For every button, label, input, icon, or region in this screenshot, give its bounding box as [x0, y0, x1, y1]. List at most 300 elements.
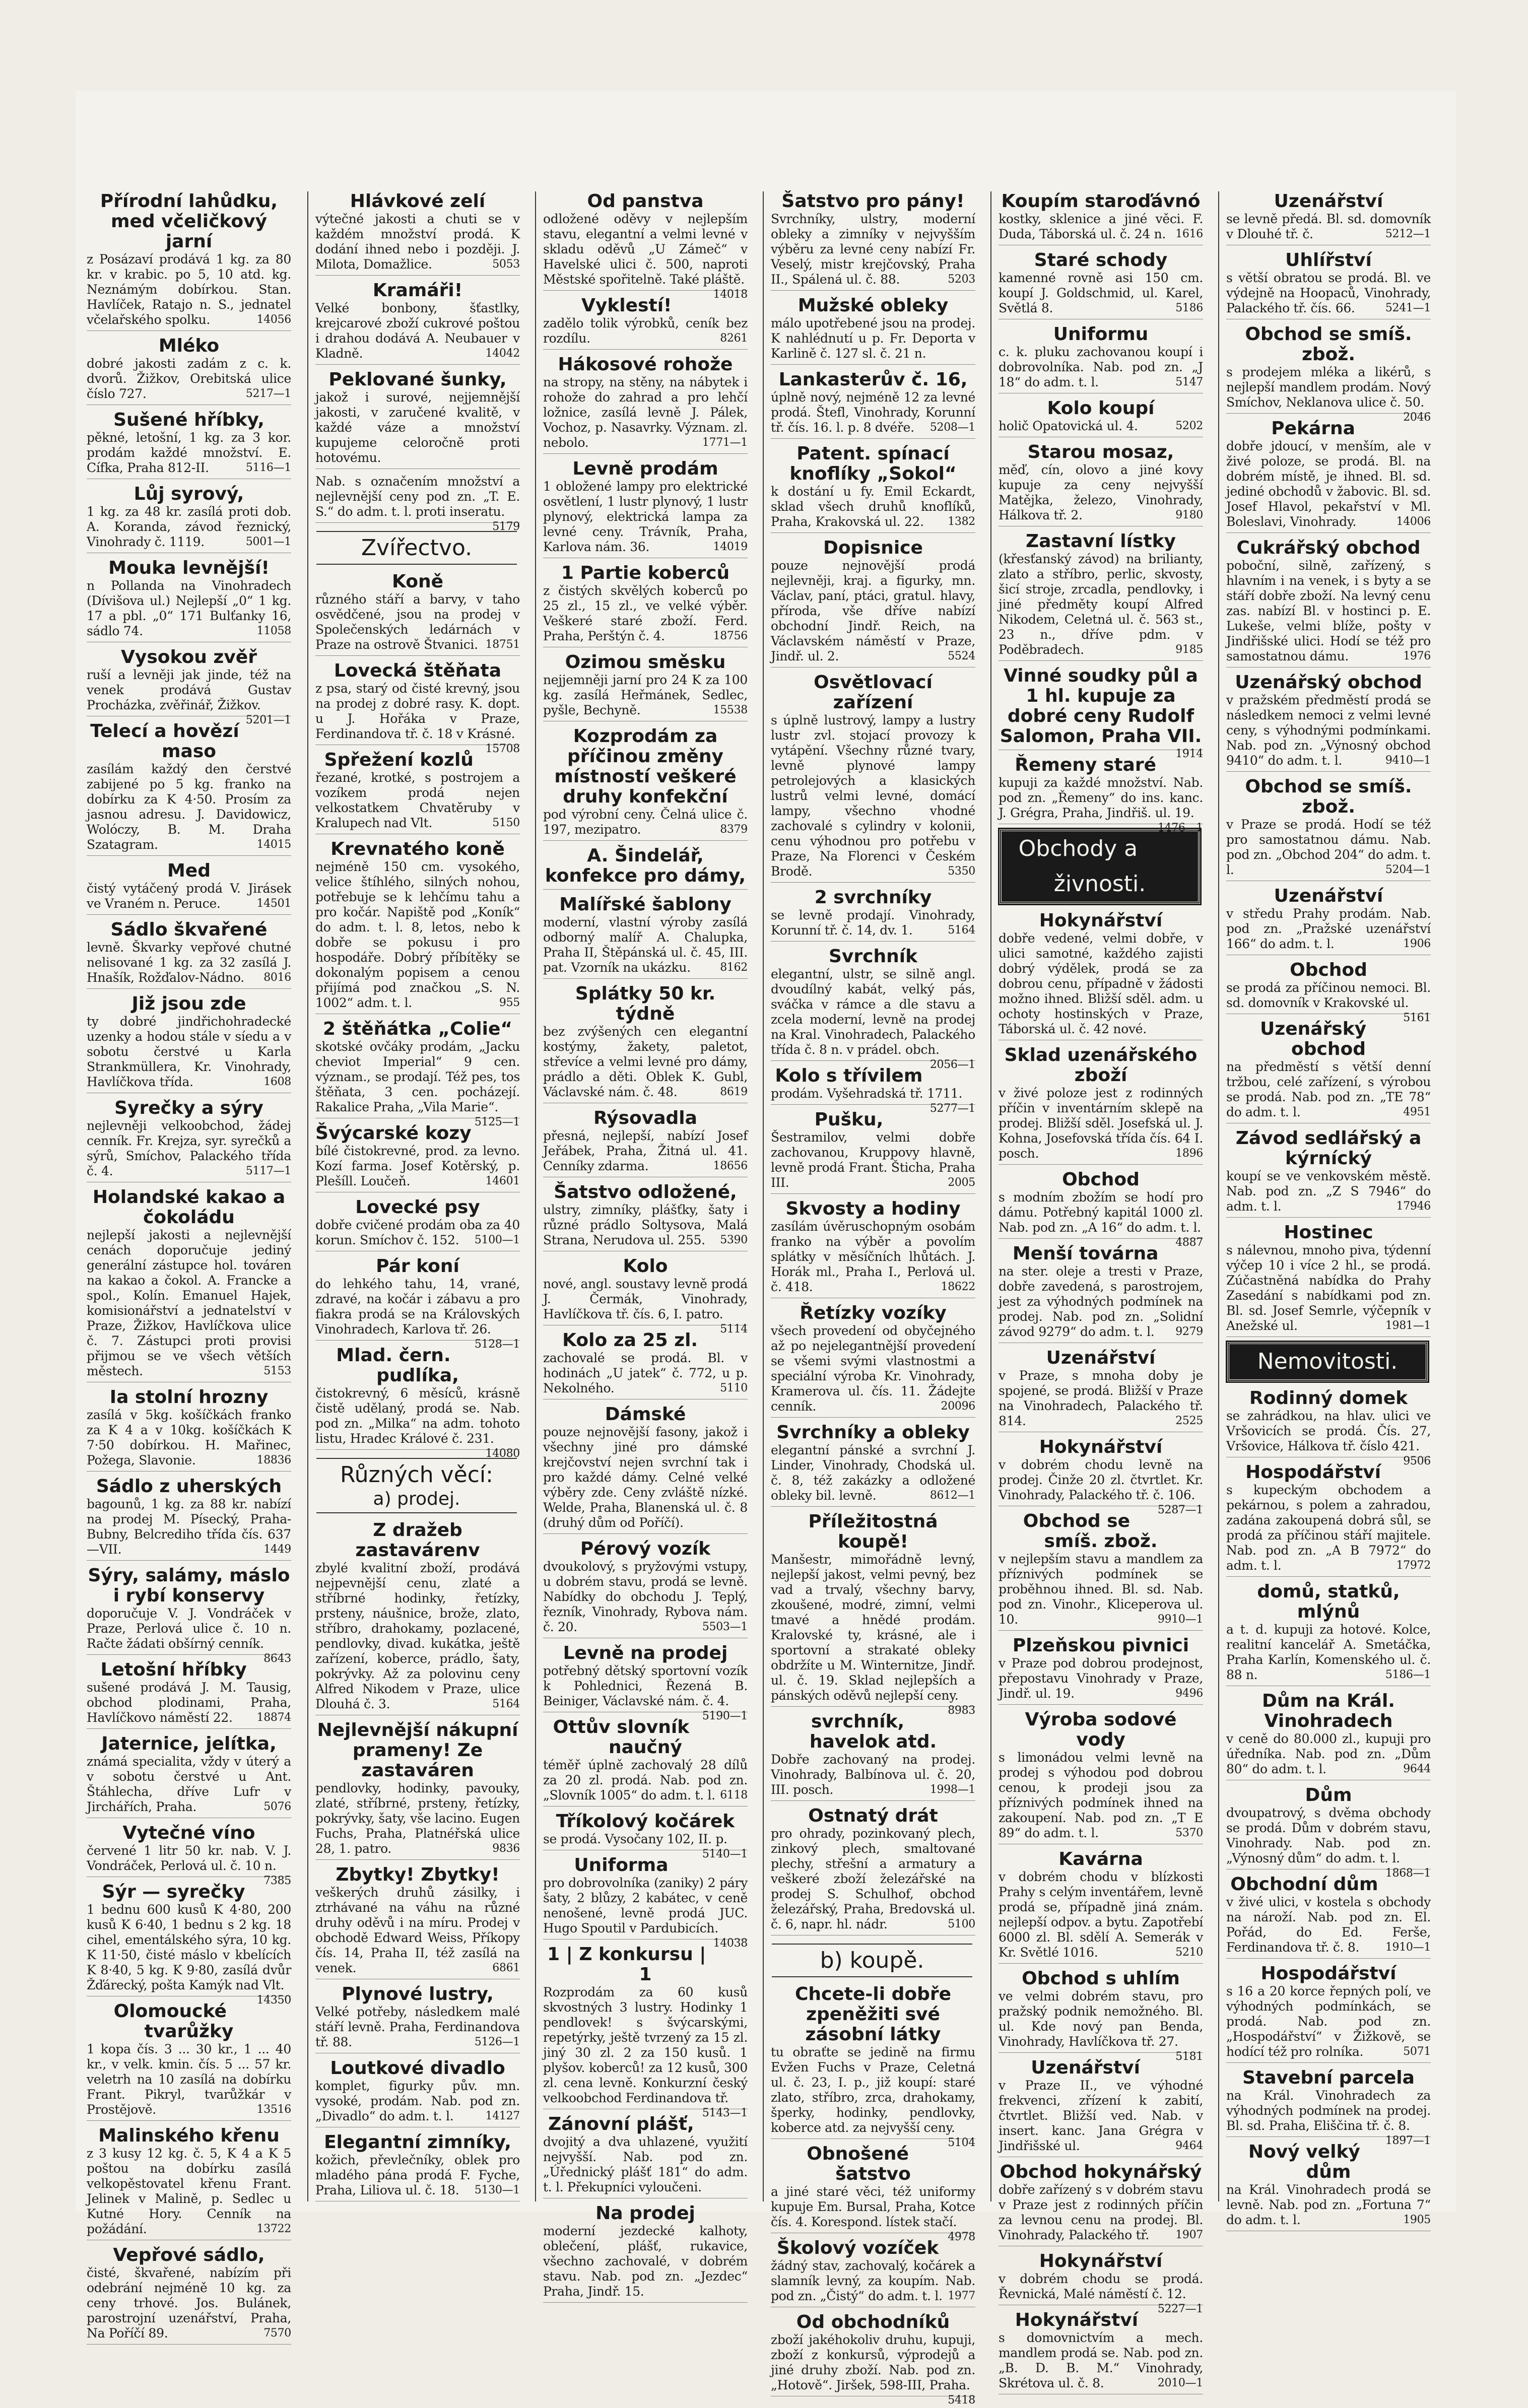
ad-heading: Vysokou zvěř [121, 647, 257, 667]
ad-reference-number: 1981—1 [1385, 1319, 1431, 1332]
classified-ad [87, 410, 291, 479]
ad-reference-number: 7570 [263, 2327, 291, 2339]
ad-text [1226, 1243, 1431, 1333]
ad-heading: Obnošené šatstvo [807, 2144, 911, 2184]
ad-body-text: v Praze, s mnoha doby je spojené, se prodá. Bližší v Praze na Vinohradech, Palackého tř. 814. [999, 1368, 1203, 1428]
ad-heading: Hospodářství [1245, 1462, 1381, 1483]
ad-heading: Hokynářství [1039, 1437, 1163, 1457]
ad-body-text: málo upotřebené jsou na prodej. K nahlédnutí u p. Fr. Deporta v Karlině č. 127 sl. č. 21 n. [771, 316, 975, 361]
ad-reference-number: 5204—1 [1385, 863, 1431, 876]
ad-body-text: ulstry, zimníky, plášťky, šaty i různé prádlo Soltysova, Malá Strana, Nerudova ul. 255. [543, 1202, 748, 1247]
classified-ad [315, 572, 520, 656]
ad-reference-number: 5128—1 [474, 1338, 520, 1351]
ad-reference-number: 5181 [1175, 2050, 1203, 2063]
ad-reference-number: 5186—1 [1385, 1668, 1431, 1681]
classified-ad [771, 444, 975, 533]
ad-reference-number: 5140—1 [702, 1848, 748, 1860]
ad-text [771, 713, 975, 879]
ad-heading: Chcete-li dobře zpeněžiti své zásobní látky [794, 1984, 952, 2045]
ad-reference-number: 5130—1 [474, 2184, 520, 2196]
classified-ad [543, 2114, 748, 2198]
ad-reference-number: 1449 [263, 1543, 291, 1556]
classified-ad [315, 474, 520, 533]
section-title: b) koupě. [820, 1948, 924, 1973]
ad-text [543, 375, 748, 450]
ad-text [999, 1869, 1203, 1960]
ad-reference-number: 8261 [720, 332, 748, 345]
classified-ad [315, 1197, 520, 1251]
classified-ad [1226, 1388, 1431, 1467]
ad-text [1226, 558, 1431, 664]
ad-text [771, 212, 975, 287]
ad-reference-number: 9410—1 [1385, 754, 1431, 767]
ad-body-text: n Pollanda na Vinohradech (Dívišova ul.) Nejlepší „0“ 1 kg. 17 a pbl. „0“ 171 Bulťanky 16, sádlo 74. [87, 578, 291, 638]
ad-reference-number: 5186 [1175, 302, 1203, 314]
ad-heading: Obchodní dům [1230, 1874, 1378, 1895]
classified-ad [999, 911, 1203, 1040]
classified-ad [315, 1720, 520, 1860]
classified-ad [999, 1348, 1203, 1432]
ad-reference-number: 6861 [492, 1962, 520, 1974]
ad-body-text: čistý vytáčený prodá V. Jirásek ve Vraném n. Peruce. [87, 881, 291, 911]
ad-body-text: bez zvýšených cen elegantní kostýmy, žakety, paletot, střevíce a velmi levné pro dámy, prádlo a děti. Oblek K. Gubl, Václavské nám. č. 48. [543, 1024, 748, 1099]
ad-heading: Nejlevnější nákupní prameny! Ze zastaváren [317, 1720, 518, 1781]
ad-text [771, 1130, 975, 1190]
classified-ad [1226, 960, 1431, 1024]
ad-text [87, 881, 291, 911]
ad-reference-number: 15538 [713, 704, 748, 716]
ad-heading: Vyklestí! [581, 295, 672, 316]
classified-ad [87, 1565, 291, 1665]
ad-text [543, 212, 748, 301]
ad-text [315, 770, 520, 831]
ad-reference-number: 5116—1 [245, 461, 291, 474]
classified-ad [1226, 1582, 1431, 1686]
classified-ad [999, 1169, 1203, 1249]
ad-reference-number: 1897—1 [1385, 2134, 1431, 2147]
ad-heading: Vytečné víno [122, 1823, 255, 1843]
ad-body-text: s 16 a 20 korce řepných polí, ve výhodných podmínkách, se prodá. Nab. pod zn. „Hospodářství“ v Žižkově, se hodící též pro rolníka. [1226, 1984, 1431, 2059]
classified-ad [543, 1256, 748, 1335]
ad-reference-number: 5117—1 [245, 1165, 291, 1177]
ad-body-text: veškerých druhů zásilky, i ztrhávané na váhu na různé druhy oděvů i na míru. Prodej v obchodě Edward Weiss, Příkopy čís. 14, Praha II, též zasílá na venek. [315, 1885, 520, 1975]
classified-ad [87, 2001, 291, 2121]
newspaper-page [76, 91, 1456, 2406]
ad-reference-number: 1868—1 [1385, 1867, 1431, 1880]
ad-text [999, 1989, 1203, 2063]
ad-text [87, 1408, 291, 1468]
ad-heading: Obchod se smíš. zbož. [1245, 324, 1412, 365]
ad-text [1226, 1731, 1431, 1777]
ad-body-text: odložené oděvy v nejlepším stavu, elegantní a velmi levné v skladu oděvů „U Zámeč“ v Havelské ulici č. 500, naproti Městské spořitelně. Také pláště. [543, 212, 748, 287]
ad-text [999, 1552, 1203, 1627]
ad-body-text: nejméně 150 cm. vysokého, velice štíhlého, silných nohou, potřebuje se k lehčímu tahu a pro kočár. Napiště pod „Koník“ do adm. t. l. 8, letos, nebo k dobře se pokusu i pro hospodáře. Dobrý příbítěky se dokonalým popisem a cenou přijímá pod značkou „S. N. 1002“ adm. t. l. [315, 859, 520, 1010]
ad-text [87, 430, 291, 476]
ad-reference-number: 11058 [256, 625, 291, 637]
classified-ad [315, 839, 520, 1014]
ad-body-text: dobře cvičené prodám oba za 40 korun. Smíchov č. 152. [315, 1218, 520, 1247]
ad-heading: Holandské kakao a čokoládu [92, 1187, 286, 1228]
ad-reference-number: 5277—1 [929, 1102, 975, 1115]
ad-body-text: pro ohrady, pozinkovaný plech, zinkový plech, smaltované plechy, střešní a armatury a veškeré zboží železářské na prodej S. Schulhof, obchod železářský, Praha, Bredovská ul. č. 6, napr. hl. nádr. [771, 1826, 975, 1931]
ad-heading: Obchod se smíš. zbož. [1245, 776, 1412, 817]
classified-ad [771, 888, 975, 942]
ad-reference-number: 9496 [1175, 1687, 1203, 1700]
ad-heading: 2 svrchníky [814, 887, 932, 908]
ad-heading: Loutkové divadlo [330, 2058, 505, 2079]
ad-heading: Hostinec [1284, 1222, 1373, 1243]
ad-text [771, 1752, 975, 1797]
ad-reference-number: 1906 [1403, 938, 1431, 950]
ad-body-text: dvoupatrový, s dvěma obchody se prodá. Dům v dobrém stavu, Vinohrady. Nab. pod zn. „Výnosný dům“ do adm. t. l. [1226, 1805, 1431, 1865]
classified-ad [543, 1108, 748, 1177]
ad-body-text: c. k. pluku zachovanou koupí i dobrovolníka. Nab. pod zn. „J 18“ do adm. t. l. [999, 345, 1203, 389]
classified-ad [315, 370, 520, 469]
ad-body-text: se zahrádkou, na hlav. ulici ve Vršovicích se prodá. Čís. 27, Vršovice, Hálkova tř. číslo 421. [1226, 1409, 1431, 1453]
ad-text [999, 2271, 1203, 2315]
ad-text [999, 419, 1203, 434]
ad-reference-number: 14080 [485, 1447, 520, 1460]
ad-heading: Z dražeb zastavárenv [355, 1520, 480, 1561]
ad-body-text: z 3 kusy 12 kg. č. 5, K 4 a K 5 poštou na dobírku zasílá velkopěstovatel křenu Frant. Jelinek v Malině, p. Sedlec u Kutné Hory. Cenník na požádání. [87, 2146, 291, 2236]
classified-ad [771, 1806, 975, 1935]
ad-heading: Uzenářství [1031, 2057, 1140, 2078]
ad-reference-number: 5161 [1403, 1012, 1431, 1024]
ad-reference-number: 4887 [1175, 1236, 1203, 1249]
ad-heading: Kolo za 25 zl. [562, 1330, 698, 1351]
classified-ad [771, 1303, 975, 1418]
ad-text [87, 578, 291, 639]
ad-reference-number: 5001—1 [245, 536, 291, 548]
ad-body-text: levně. Škvarky vepřové chutné nelisované 1 kg. za 32 zasílá J. Hnašík, Rožďalov-Nádno. [87, 940, 291, 985]
ad-reference-number: 1976 [1403, 650, 1431, 662]
classified-ad [87, 1187, 291, 1382]
ad-heading: A. Šindelář, konfekce pro dámy, [545, 845, 746, 886]
ad-heading: Malinského křenu [98, 2125, 280, 2146]
classified-ad [543, 652, 748, 721]
ad-text [87, 940, 291, 985]
ad-heading: Spřežení kozlů [324, 750, 474, 770]
ad-reference-number: 5190—1 [702, 1710, 748, 1722]
ad-heading: Med [167, 860, 211, 881]
column-6 [1218, 191, 1436, 2227]
ad-reference-number: 5071 [1403, 2045, 1431, 2058]
classified-ad [87, 1098, 291, 1182]
ad-body-text: v dobrém chodu levně na prodej. Činže 20 zl. čtvrtlet. Kr. Vinohrady, Palackého tř. č. 106. [999, 1457, 1203, 1502]
ad-text [543, 1202, 748, 1248]
ad-reference-number: 5350 [948, 865, 975, 878]
ad-text [1226, 906, 1431, 952]
classified-ad [771, 1511, 975, 1717]
ad-heading: Sušené hříbky, [113, 410, 264, 430]
ad-text [771, 1443, 975, 1503]
ad-reference-number: 8379 [720, 823, 748, 836]
ad-text [1226, 1483, 1431, 1573]
ad-reference-number: 5150 [492, 817, 520, 829]
ad-text [543, 1985, 748, 2119]
ad-heading: Pár koní [376, 1256, 459, 1277]
ad-body-text: kožich, převlečníky, oblek pro mladého pána prodá F. Fyche, Praha, Liliova ul. č. 18. [315, 2153, 520, 2197]
ad-reference-number: 18622 [941, 1281, 975, 1293]
ad-body-text: pod výrobní ceny. Čelná ulice č. 197, mezipatro. [543, 807, 748, 837]
ad-text [543, 1277, 748, 1335]
ad-body-text: s domovnictvím a mech. mandlem prodá se. Nab. pod zn. „B. D. B. M.“ Vinohrady, Skrétova ul. č. 8. [999, 2330, 1203, 2390]
ad-heading: Lankasterův č. 16, [778, 369, 968, 390]
classified-ad [999, 1244, 1203, 1343]
ad-body-text: v dobrém chodu se prodá. Řevnická, Malé náměstí č. 12. [999, 2271, 1203, 2301]
ad-heading: Dům [1305, 1785, 1352, 1805]
ad-heading: Uzenářství [1046, 1348, 1156, 1368]
ad-heading: Uzenářský obchod [1260, 1019, 1367, 1059]
classified-ad [87, 336, 291, 405]
ad-body-text: v Praze II., ve výhodné frekvenci, zřízení k zabití, čtvrtlet. Bližší ved. Nab. v insert. kanc. Jana Grégra v Jindřišské ul. [999, 2078, 1203, 2153]
ad-text [1226, 1622, 1431, 1683]
ad-reference-number: 8983 [948, 1704, 975, 1717]
ad-heading: Rodinný domek [1249, 1388, 1408, 1409]
ad-text [87, 356, 291, 402]
ad-body-text: koupí se ve venkovském městě. Nab. pod zn. „Z S 7946“ do adm. t. l. [1226, 1169, 1431, 1214]
ad-text [771, 2184, 975, 2243]
ad-text [87, 1118, 291, 1179]
ad-body-text: pouze nejnovější fasony, jakož i všechny jiné pro dámské krejčovství nejen svrchní tak i pro každé dámy. Celné velké výběry zde. Ceny zvláště nízké. Welde, Praha, Blanenská ul. č. 8 (druhý dům od Poříčí). [543, 1425, 748, 1530]
ad-body-text: v živé poloze jest z rodinných příčin v inventárním sklepě na prodej. Bližší sděl. Josefská ul. J. Kohna, Josefovská třída čís. 64 I. posch. [999, 1086, 1203, 1161]
ad-heading: Pušku, [814, 1109, 884, 1130]
ad-reference-number: 5370 [1175, 1827, 1203, 1839]
classified-ad [315, 1865, 520, 1979]
ad-text [999, 1656, 1203, 1701]
ad-heading: Cukrářský obchod [1236, 538, 1421, 558]
ad-text [543, 479, 748, 555]
ad-reference-number: 17946 [1396, 1200, 1431, 1213]
ad-body-text: pro dobrovolníka (zaniky) 2 páry šaty, 2 blůzy, 2 kabátec, v ceně nenošené, levně prodá JUC. Hugo Spoutil v Pardubicích. [543, 1876, 748, 1935]
section-header [1227, 1342, 1428, 1381]
ad-reference-number: 9279 [1175, 1325, 1203, 1338]
ad-heading: Osvětlovací zařízení [814, 672, 933, 713]
ad-text [543, 1758, 748, 1803]
ad-body-text: zasílám úvěruschopným osobám franko na výběr a povolím splátky v měsíčních lhůtách. J. Horák ml., Praha I., Perlová ul. č. 418. [771, 1219, 975, 1294]
ad-heading: Uzenářský obchod [1235, 672, 1422, 693]
classified-ad [771, 296, 975, 365]
ad-text [999, 271, 1203, 316]
ad-reference-number: 14015 [256, 838, 291, 851]
ad-text [315, 1781, 520, 1856]
ad-heading: Od obchodníků [796, 2312, 950, 2332]
classified-ad [87, 994, 291, 1093]
classified-ad [999, 442, 1203, 526]
ad-heading: Uhlířství [1285, 250, 1372, 271]
ad-body-text: Svrchníky, ulstry, moderní obleky a zimníky v nejvyšším výběru za levné ceny nabízí Fr. Veselý, mistr krejčovský, Praha II., Spálená ul. č. 88. [771, 212, 975, 287]
ad-reference-number: 14350 [256, 1994, 291, 2006]
ad-body-text: elegantní pánské a svrchní J. Linder, Vinohrady, Chodská ul. č. 8, též zakázky a odložené obleky bil. levně. [771, 1443, 975, 1503]
ad-heading: Tříkolový kočárek [556, 1811, 735, 1832]
ad-heading: domů, statků, mlýnů [1257, 1581, 1400, 1622]
ad-reference-number: 5179 [492, 520, 520, 533]
ad-body-text: komplet, figurky pův. mn. vysoké, prodám. Nab. pod zn. „Divadlo“ do adm. t. l. [315, 2079, 520, 2123]
ad-heading: Zastavní lístky [1025, 531, 1176, 552]
ad-body-text: čisté, škvařené, nabízím při odebrání nejméně 10 kg. za ceny trhové. Jos. Bulánek, parostrojní uzenářství, Praha, Na Poříčí 89. [87, 2265, 291, 2340]
ad-text [543, 1876, 748, 1950]
ad-text [87, 2146, 291, 2237]
classified-ad [1226, 2067, 1431, 2147]
classified-ad [315, 1123, 520, 1192]
ad-body-text: ruší a levněji jak jinde, též na venek prodává Gustav Procházka, zvěřinář, Žižkov. [87, 667, 291, 712]
ad-body-text: elegantní, ulstr, se silně angl. dvoudílný kabát, velký pás, sváčka v rámce a dle stavu a zcela moderní, levně na prodej na Kral. Vinohradech, Palackého třída č. 8 n. v prádel. obch. [771, 967, 975, 1057]
ad-body-text: (křesťanský závod) na brilianty, zlato a stříbro, perlic, skvosty, šicí stroje, zrcadla, pendlovky, i jiné předměty koupí Alfred Nikodem, Celetná ul. č. 563 st., 23 n., dříve pdm. v Poděbradech. [999, 552, 1203, 657]
classified-ad [543, 1944, 748, 2119]
ad-reference-number: 5390 [720, 1234, 748, 1246]
ad-reference-number: 1771—1 [702, 436, 748, 449]
ad-text [1226, 212, 1431, 242]
ad-reference-number: 5503—1 [702, 1621, 748, 1633]
ad-body-text: dvoukolový, s pryžovými vstupy, u dobrém stavu, prodá se levně. Nabídky do obchodu J. Teplý, řezník, Vinohrady, Rybova nám. č. 20. [543, 1559, 748, 1634]
ad-body-text: k dostání u fy. Emil Eckardt, sklad všech druhů knoflíků, Praha, Krakovská ul. 22. [771, 484, 975, 529]
classified-ad [771, 673, 975, 883]
ad-reference-number: 1977 [948, 2290, 975, 2302]
ad-heading: Pérový vozík [580, 1539, 711, 1559]
classified-ad [999, 2162, 1203, 2246]
ad-text [543, 1832, 748, 1860]
ad-text [315, 1386, 520, 1460]
ad-body-text: Manšestr, mimořádně levný, nejlepší jakost, velmi pevný, bez vad a trvalý, všechny barvy, zkoušené, modré, zimní, velmi tmavé a hnědé prodám. Kralovské ty, krásné, ale i sportovní a strakaté obleky obdržíte u M. Winternitze, Jindř. ul. č. 19. Sklad nejlepších a pánských oděvů nejlepší ceny. [771, 1552, 975, 1703]
ad-body-text: různého stáří a barvy, v taho osvědčené, jsou na prodej v Společenských ledárnách v Praze na ostrově Štvanici. [315, 592, 520, 652]
ad-reference-number: 5147 [1175, 376, 1203, 388]
ad-reference-number: 18756 [713, 630, 748, 642]
classified-ad [543, 563, 748, 647]
ad-body-text: zasílá v 5kg. košíčkách franko za K 4 a v 10kg. košíčkách K 7·50 dobírkou. H. Mařinec, Požega, Slavonie. [87, 1408, 291, 1467]
ad-heading: Obchod hokynářský [1000, 2162, 1202, 2182]
classified-ad [771, 370, 975, 439]
ad-body-text: červené 1 litr 50 kr. nab. V. J. Vondráček, Perlová ul. č. 10 n. [87, 1843, 291, 1873]
classified-ad [771, 191, 975, 291]
section-subtitle: a) prodej. [373, 1489, 460, 1509]
ad-text [999, 1086, 1203, 1161]
ad-reference-number: 18836 [256, 1454, 291, 1466]
section-header [1000, 829, 1200, 904]
ad-body-text: dobře jdoucí, v menším, ale v živé poloze, se prodá. Bl. na dobrém místě, je ihned. Bl. sd. jediné obchodů v žabovic. Bl. sd. Josef Hlavol, pekařství v Ml. Boleslavi, Vinohrady. [1226, 439, 1431, 529]
ad-reference-number: 14127 [485, 2110, 520, 2122]
ad-heading: svrchník, havelok atd. [809, 1711, 937, 1752]
ad-reference-number: 955 [499, 996, 520, 1009]
ad-text [1226, 693, 1431, 768]
ad-text [543, 316, 748, 346]
ad-reference-number: 1905 [1403, 2214, 1431, 2226]
ad-reference-number: 2005 [948, 1176, 975, 1189]
ad-heading: Uzenářství [1274, 191, 1383, 212]
ad-reference-number: 5203 [948, 273, 975, 286]
ad-reference-number: 5164 [948, 924, 975, 937]
ad-heading: Vinné soudky půl a 1 hl. kupuje za dobré ceny Rudolf Salomon, Praha VII. [1000, 665, 1202, 747]
ad-body-text: dobře vedené, velmi dobře, v ulici samotné, každého zajisti dobrý výdělek, prodá se za dobrou cenu, případně v žádosti možno ihned. Bližší sděl. adm. u ochoty hostinských v Praze, Táborská ul. č. 42 nové. [999, 931, 1203, 1036]
ad-body-text: nejlepší jakosti a nejlevnější cenách doporučuje jediný generální zástupce hol. továren na kakao a čokol. A. Francke a spol., Kolín. Emanuel Hajek, komisionářství a jednatelství v Praze, Žižkov, Havlíčkova ulice č. 7. Zástupci proti provisi přijmou se ve všech větších městech. [87, 1228, 291, 1378]
classified-ad [543, 1539, 748, 1638]
classified-ad [1226, 1128, 1431, 1218]
ad-reference-number: 5110 [720, 1382, 748, 1394]
ad-text [1226, 1895, 1431, 1955]
classified-ad [315, 281, 520, 365]
ad-text [543, 2134, 748, 2195]
ad-text [543, 1128, 748, 1174]
classified-ad [543, 846, 748, 890]
ad-heading: Menší továrna [1012, 1243, 1159, 1264]
ad-reference-number: 8643 [263, 1652, 291, 1665]
section-title: Obchody a živnosti. [1018, 836, 1146, 897]
ad-heading: Zbytky! Zbytky! [336, 1864, 500, 1885]
ad-body-text: sušené prodává J. M. Tausig, obchod plodinami, Praha, Havlíčkovo náměstí 22. [87, 1680, 291, 1725]
ad-reference-number: 14042 [485, 347, 520, 360]
classified-ad [315, 191, 520, 276]
ad-heading: Mlad. čern. pudlíka, [336, 1345, 459, 1386]
ad-text [87, 1754, 291, 1815]
ad-text [771, 2332, 975, 2406]
ad-body-text: moderní, vlastní výroby zasílá odborný malíř A. Chalupka, Praha II, Štěpánská ul. č. 45, III. pat. Vzorník na ukázku. [543, 915, 748, 975]
ad-reference-number: 15708 [485, 743, 520, 755]
ad-heading: Sádlo škvařené [110, 919, 268, 940]
ad-reference-number: 5287—1 [1157, 1504, 1203, 1516]
ad-reference-number: 8162 [720, 961, 748, 974]
ad-reference-number: 5164 [492, 1698, 520, 1710]
ad-reference-number: 6118 [720, 1789, 748, 1801]
ad-reference-number: 7385 [263, 1875, 291, 1887]
ad-heading: Ozimou směsku [565, 652, 726, 673]
ad-heading: Ottův slovník naučný [553, 1717, 690, 1758]
ad-body-text: dvojitý a dva uhlazené, využití nejvyšší. Nab. pod zn. „Úřednický plášť 181“ do adm. t. l. Překupníci vyloučeni. [543, 2134, 748, 2194]
ad-text [543, 2224, 748, 2299]
ad-text [87, 2042, 291, 2117]
ad-body-text: tu obraťte se jedině na firmu Evžen Fuchs v Praze, Celetná ul. č. 23, I. p., již koupí: staré zlato, stříbro, zrca, drahokamy, šperky, hodinky, pendlovky, koberce atd. za nejvyšší ceny. [771, 2045, 975, 2135]
ad-body-text: nejlevněji velkoobchod, žádej cenník. Fr. Krejza, syr. syrečků a sýrů, Smíchov, Palackého třída č. 4. [87, 1118, 291, 1178]
ad-reference-number: 14019 [713, 541, 748, 553]
ad-heading: Závod sedlářský a kýrnícký [1235, 1128, 1422, 1169]
classified-ad [771, 1984, 975, 2149]
classified-ad [543, 1404, 748, 1534]
ad-text [315, 1218, 520, 1248]
classified-ad [87, 861, 291, 915]
ad-body-text: doporučuje V. J. Vondráček v Praze, Perlová ulice č. 10 n. Račte žádati obšírný cenník. [87, 1606, 291, 1651]
ad-heading: Koupím staroďávnó [1001, 191, 1201, 212]
ad-heading: Lovecké psy [355, 1197, 480, 1218]
classified-ad [87, 1660, 291, 1729]
classified-ad [315, 1520, 520, 1715]
ad-text [1226, 271, 1431, 316]
ad-text [87, 2265, 291, 2341]
classified-ad [999, 2310, 1203, 2394]
ad-reference-number: 4951 [1403, 1106, 1431, 1118]
classified-ad [999, 665, 1203, 760]
ad-text [543, 1024, 748, 1100]
ad-body-text: do lehkého tahu, 14, vrané, zdravé, na kočár i zábavu a pro fiakra prodá se na Královských Vinohradech, Karlova tř. 26. [315, 1277, 520, 1336]
ad-reference-number: 9644 [1403, 1763, 1431, 1775]
ad-text [315, 592, 520, 652]
ad-text [543, 583, 748, 644]
ad-text [315, 681, 520, 755]
ad-reference-number: 14501 [256, 897, 291, 910]
ad-body-text: se levně předá. Bl. sd. domovník v Dlouhé tř. č. [1226, 212, 1431, 241]
ad-heading: Letošní hříbky [100, 1659, 247, 1680]
ad-heading: Vepřové sádlo, [113, 2245, 265, 2265]
ad-heading: Na prodej [595, 2203, 695, 2224]
ad-body-text: potřebný dětský sportovní vozík k Pohlednici, Řezená B. Beiniger, Václavské nám. č. 4. [543, 1663, 748, 1708]
ad-body-text: měď, cín, olovo a jiné kovy kupuje za ceny nejvyšší Matějka, železo, Vinohrady, Hálkova tř. 2. [999, 462, 1203, 522]
ad-text [771, 390, 975, 435]
ad-body-text: Velké bonbony, šťastlky, krejcarové zboží cukrové poštou i drahou dodává A. Neubauer v Kladně. [315, 301, 520, 361]
ad-heading: Uniformu [1053, 324, 1149, 345]
ad-text [315, 1561, 520, 1712]
classified-ad [87, 647, 291, 726]
ad-text [999, 1190, 1203, 1249]
ad-reference-number: 1896 [1175, 1147, 1203, 1160]
ad-heading: Plynové lustry, [342, 1984, 494, 2004]
classified-ad [771, 1423, 975, 1507]
